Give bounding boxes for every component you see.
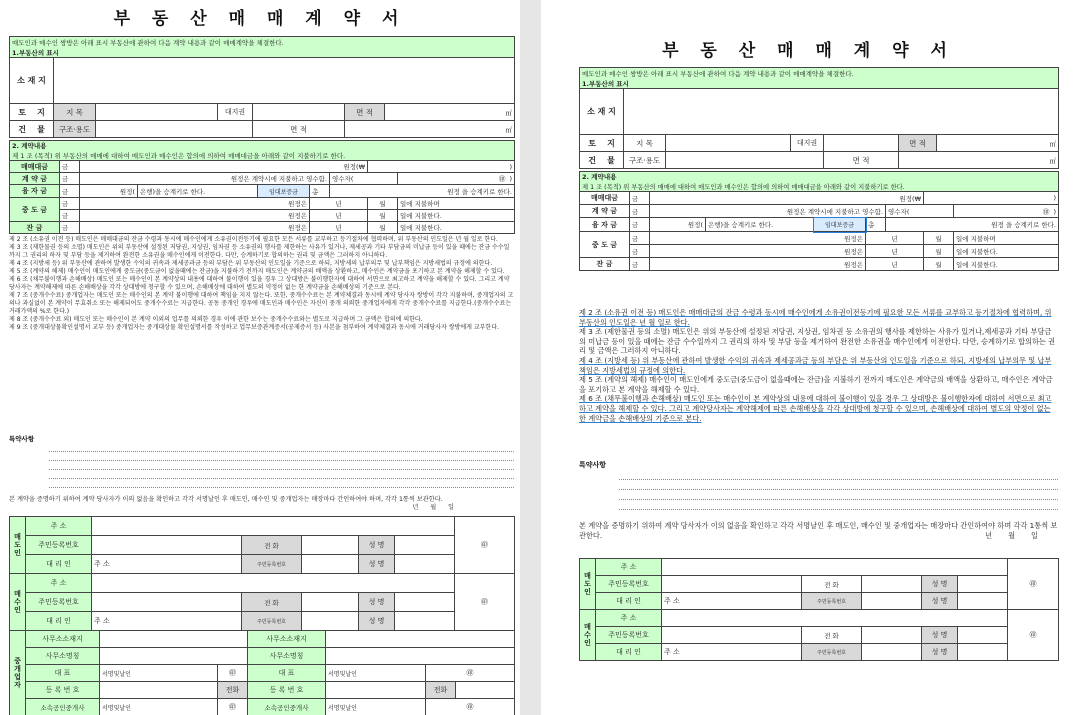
phone-label-2: 전화 xyxy=(426,682,456,699)
seller-phone-label: 전 화 xyxy=(242,536,302,555)
special-line[interactable] xyxy=(49,479,514,488)
won-prefix: 금 xyxy=(630,192,650,205)
seller-agent-label-2: 대 리 인 xyxy=(596,593,662,610)
seller-label: 매 도 인 xyxy=(10,517,26,574)
phone-field-2[interactable] xyxy=(456,682,515,699)
won-prefix: 금 xyxy=(60,173,80,185)
article-6: 제 6 조 (채무불이행과 손해배상) 매도인 또는 매수인이 본 계약상의 내용에 대하여 불이행이 있을 경우 그 상대방은 불이행한자에 대하여 서면으로 최고하고 계약을 해제할 수 있다. 그리고 계약당사자는 계약해제에 따른 손해배상을 각각 상대방에 청구할 수 있으며, 손해배상에 대하여 별도의 약정이 없는 한 계약금을 손해배상의 기준으로 본다. xyxy=(9,276,510,291)
interim-2-field[interactable]: 원정은 xyxy=(80,210,310,222)
reg-no-label: 등 록 번 호 xyxy=(26,682,100,699)
loan-bank-field[interactable]: 은행)을 승계키로 한다. xyxy=(138,185,258,198)
phone-label: 전화 xyxy=(218,682,248,699)
buyer-seal[interactable]: ㊞ xyxy=(455,574,515,631)
seller-address-label-2: 주 소 xyxy=(596,559,662,576)
won-prefix: 금 xyxy=(630,205,650,218)
seller-name-label: 성 명 xyxy=(359,536,395,555)
seller-agent-name-field-2[interactable] xyxy=(958,593,1008,610)
won-prefix: 금 xyxy=(60,210,80,222)
agent-seal-2[interactable]: ㊞ xyxy=(426,699,515,715)
month-label: 월 xyxy=(924,245,954,258)
broker-label: 중 개 업 자 xyxy=(10,631,26,715)
buyer-name-field-2[interactable] xyxy=(958,627,1008,644)
building-label: 건 물 xyxy=(10,121,54,138)
buyer-name-field[interactable] xyxy=(395,593,455,612)
seller-agent-address-2[interactable]: 주 소 xyxy=(662,593,802,610)
article-7: 제 7 조 (중개수수료) 중개업자는 매도인 또는 매수인의 본 계약 불이행에 대하여 책임을 지지 않는다. 또한, 중개수수료는 본 계약체결과 동시에 계약 당사자 쌍방이 각각 지불하며, 중개업자의 고의나 과실없이 본 계약이 무효취소 또는 해제되어도 중개수수료는 지급한다. 공동 중개인 경우에 매도인과 매수인은 자신이 중개 의뢰한 중개업자에게 각각 중개수수료를 지급한다.(중개수수료는 거래가액의 %로 한다.) xyxy=(9,292,514,315)
buyer-address-field-2[interactable] xyxy=(662,610,1008,627)
month-label: 월 xyxy=(368,210,398,222)
lease-deposit-field-2[interactable]: 원정 을 승계키로 한다. xyxy=(886,218,1059,232)
party-table-1 xyxy=(9,516,514,715)
special-line[interactable] xyxy=(49,452,514,461)
reg-no-field-2[interactable] xyxy=(326,682,426,699)
sale-price-field-2[interactable]: 원정(₩ xyxy=(650,192,924,205)
buyer-phone-label: 전 화 xyxy=(242,593,302,612)
sale-price-label: 매매대금 xyxy=(10,161,60,173)
seller-id-field-2[interactable] xyxy=(662,576,802,593)
special-line[interactable] xyxy=(619,490,1058,500)
office-address-field-2[interactable] xyxy=(326,631,515,648)
buyer-agent-label-2: 대 리 인 xyxy=(596,644,662,661)
buyer-phone-field-2[interactable] xyxy=(862,627,922,644)
total-label: 총 xyxy=(866,218,886,232)
article-8: 제 8 조 (중개수수료 외) 매도인 또는 매수인이 본 계약 이외의 업무를 의뢰한 경우 이에 관한 보수는 중개수수료와는 별도로 지급하며 그 금액은 합의에 의한다. xyxy=(9,316,423,323)
day-label: 일에 지불한다. xyxy=(954,258,1059,271)
seller-name-field[interactable] xyxy=(395,536,455,555)
building-area-label: 면 적 xyxy=(253,121,345,138)
loan-label-2: 융 자 금 xyxy=(580,218,630,232)
page-title: 부 동 산 매 매 계 약 서 xyxy=(113,9,407,29)
won-prefix: 금 xyxy=(630,258,650,271)
special-line[interactable] xyxy=(619,500,1058,510)
interim-2-field-2[interactable]: 원정은 xyxy=(650,245,866,258)
seller-agent-name-field[interactable] xyxy=(395,555,455,574)
agent-sign-field[interactable]: 서명및날인 xyxy=(100,699,218,715)
land-category-field-2[interactable] xyxy=(666,135,791,152)
month-label: 월 xyxy=(924,258,954,271)
receiver-seal-2[interactable]: ㊞ ) xyxy=(954,205,1059,218)
article-2: 제 2 조 (소유권 이전 등) 매도인은 매매대금의 잔금 수령과 동시에 매수인에게 소유권이전등기에 필요한 모든 서류를 교부하고 등기절차에 협력하며, 위 부동산의 인도일은 년 월 일로 한다. xyxy=(579,308,1052,327)
closing-text: 본 계약을 증명하기 위하여 계약 당사자가 이의 없음을 확인하고 각각 서명날인 후 매도인, 매수인 및 중개업자는 매장마다 간인하여야 하며, 각각 1통씩 보관한다. xyxy=(9,496,443,503)
land-right-label-2: 대지권 xyxy=(791,135,824,152)
sale-price-field[interactable]: 원정(₩ xyxy=(80,161,368,173)
year-label: 년 xyxy=(866,232,924,245)
balance-field-2[interactable]: 원정은 xyxy=(650,258,866,271)
seller-phone-field[interactable] xyxy=(302,536,359,555)
closing-statement xyxy=(9,496,514,511)
won-prefix: 금 xyxy=(60,198,80,210)
buyer-id-field-2[interactable] xyxy=(662,627,802,644)
seller-seal[interactable]: ㊞ xyxy=(455,517,515,574)
agent-sign-field-2[interactable]: 서명및날인 xyxy=(326,699,426,715)
article-4: 제 4 조 (지방세 등) 위 부동산에 관하여 발생한 수익의 귀속과 제세공과금 등의 부담은 위 부동산의 인도일을 기준으로 하되, 지방세의 납부의무 및 납부책임은 지방세법의 규정에 의한다. xyxy=(9,260,493,267)
location-field-2[interactable] xyxy=(624,89,1059,135)
month-label: 월 xyxy=(368,198,398,210)
page-title-2: 부 동 산 매 매 계 약 서 xyxy=(662,41,955,61)
seller-seal-2[interactable]: ㊞ xyxy=(1008,559,1059,610)
month-label: 월 xyxy=(924,232,954,245)
seller-phone-label-2: 전 화 xyxy=(802,576,862,593)
closing-text-2: 본 계약을 증명하기 위하여 계약 당사자가 이의 없음을 확인하고 각각 서명날인 후 매도인, 매수인 및 중개업자는 매장마다 간인하여야 하며 각각 1통씩 보관한다. xyxy=(579,521,1058,540)
year-label: 년 xyxy=(310,210,368,222)
seller-address-field[interactable] xyxy=(92,517,455,536)
structure-label-2: 구조·용도 xyxy=(624,152,666,169)
balance-field[interactable]: 원정은 xyxy=(80,222,310,234)
land-label-2: 토 지 xyxy=(580,135,624,152)
interim-label-2: 중 도 금 xyxy=(580,232,630,258)
seller-address-field-2[interactable] xyxy=(662,559,1008,576)
buyer-agent-name-label: 성 명 xyxy=(359,612,395,631)
office-address-field[interactable] xyxy=(100,631,248,648)
land-area-field[interactable]: ㎡ xyxy=(385,104,515,121)
land-area-label-2: 면 적 xyxy=(899,135,937,152)
land-area-label: 면 적 xyxy=(345,104,385,121)
special-terms xyxy=(9,434,514,488)
buyer-agent-address-2[interactable]: 주 소 xyxy=(662,644,802,661)
location-label: 소 재 지 xyxy=(10,58,54,104)
article-1-text-2: 제 1 조 (목적) 위 부동산의 매매에 대하여 매도인과 매수인은 합의에 의하여 매매대금을 아래와 같이 지불하기로 한다. xyxy=(580,182,1059,192)
party-table-2 xyxy=(579,558,1058,661)
buyer-agent-label: 대 리 인 xyxy=(26,612,92,631)
section-1-label-2: 1.부동산의 표시 xyxy=(580,79,1059,89)
deposit-label-2: 계 약 금 xyxy=(580,205,630,218)
rep-seal-2[interactable]: ㊞ xyxy=(426,665,515,682)
month-label: 월 xyxy=(368,222,398,234)
structure-field[interactable] xyxy=(96,121,253,138)
buyer-phone-field[interactable] xyxy=(302,593,359,612)
seller-agent-id-label: 주민등록번호 xyxy=(242,555,302,574)
buyer-id-label-2: 주민등록번호 xyxy=(596,627,662,644)
article-4: 제 4 조 (지방세 등) 위 부동산에 관하여 발생한 수익의 귀속과 제세공과금 등의 부담은 위 부동산의 인도일을 기준으로 하되, 지방세의 납부의무 및 납부책임은 지방세법의 규정에 의한다. xyxy=(579,355,1052,375)
seller-label-2: 매 도 인 xyxy=(580,559,596,610)
special-terms-label-2: 특약사항 xyxy=(579,461,607,469)
office-name-label: 사무소명칭 xyxy=(26,648,100,665)
receiver-label-2: 영수자( xyxy=(886,205,954,218)
article-6: 제 6 조 (채무불이행과 손해배상) 매도인 또는 매수인이 본 계약상의 내용에 대하여 불이행이 있을 경우 그 상대방은 불이행한자에 대하여 서면으로 최고하고 계약을 해제할 수 있다. 그리고 계약당사자는 계약해제에 따른 손해배상을 각각 상대방에 청구할 수 있으며, 손해배상에 대하여 별도의 약정이 없는 한 계약금을 손해배상의 기준으로 본다. xyxy=(579,394,1052,423)
day-label: 일에 지불한다. xyxy=(954,245,1059,258)
article-1-text: 제 1 조 (목적) 위 부동산의 매매에 대하여 매도인과 매수인은 합의에 의하여 매매대금을 아래와 같이 지불하기로 한다. xyxy=(10,151,515,161)
special-line[interactable] xyxy=(49,443,514,452)
buyer-phone-label-2: 전 화 xyxy=(802,627,862,644)
interim-label: 중 도 금 xyxy=(10,198,60,222)
intro-text: 매도인과 매수인 쌍방은 아래 표시 부동산에 관하여 다음 계약 내용과 같이 매매계약을 체결한다. xyxy=(10,37,515,48)
rep-sign-field-2[interactable]: 서명및날인 xyxy=(326,665,426,682)
special-terms-2 xyxy=(579,460,1058,510)
special-line[interactable] xyxy=(619,480,1058,490)
buyer-label: 매 수 인 xyxy=(10,574,26,631)
buyer-agent-address[interactable]: 주 소 xyxy=(92,612,242,631)
buyer-label-2: 매 수 인 xyxy=(580,610,596,661)
building-area-label-2: 면 적 xyxy=(824,152,899,169)
buyer-id-field[interactable] xyxy=(92,593,242,612)
land-category-label: 지 목 xyxy=(54,104,96,121)
won-prefix: 금 xyxy=(60,185,80,198)
year-label: 년 xyxy=(310,198,368,210)
closing-statement-2 xyxy=(579,521,1058,540)
balance-label: 잔 금 xyxy=(10,222,60,234)
seller-agent-label: 대 리 인 xyxy=(26,555,92,574)
deposit-field[interactable]: 원정은 계약시에 지불하고 영수함. xyxy=(80,173,330,185)
year-label: 년 xyxy=(866,258,924,271)
document-page-2 xyxy=(541,0,1076,715)
office-name-field[interactable] xyxy=(100,648,248,665)
intro-text-2: 매도인과 매수인 쌍방은 아래 표시 부동산에 관하여 다음 계약 내용과 같이 매매계약을 체결한다. xyxy=(580,68,1059,79)
office-name-field-2[interactable] xyxy=(326,648,515,665)
day-label: 일에 지불하며 xyxy=(398,198,515,210)
article-3: 제 3 조 (제한물권 등의 소멸) 매도인은 위의 부동산에 설정된 저당권, 지상권, 임차권 등 소유권의 행사를 제한하는 사유가 있거나, 제세공과 기타 부담금의 미납금 등이 있을 때에는 잔금 수수일까지 그 권리의 하자 및 부담 등을 제거하여 완전한 소유권을 매수인에게 이전한다. 다만, 승계하기로 합의하는 권리 및 금액은 그러하지 아니하다. xyxy=(9,244,510,259)
seller-agent-id-label-2: 주민등록번호 xyxy=(802,593,862,610)
rep-label-2: 대 표 xyxy=(248,665,326,682)
seller-id-label: 주민등록번호 xyxy=(26,536,92,555)
deposit-field-2[interactable]: 원정은 계약시에 지불하고 영수함. xyxy=(650,205,886,218)
seller-name-label-2: 성 명 xyxy=(922,576,958,593)
contract-date[interactable]: 년 월 일 xyxy=(412,504,454,511)
buyer-address-label: 주 소 xyxy=(26,574,92,593)
location-field[interactable] xyxy=(54,58,515,104)
special-line[interactable] xyxy=(49,461,514,470)
seller-agent-address[interactable]: 주 소 xyxy=(92,555,242,574)
article-5: 제 5 조 (계약의 해제) 매수인이 매도인에게 중도금(중도금이 없을때에는 잔금)을 지불하기 전까지 매도인은 계약금의 배액을 상환하고, 매수인은 계약금을 포기하고 본 계약을 해제할 수 있다. xyxy=(579,375,1053,394)
won-prefix: 금 xyxy=(630,232,650,245)
land-label: 토 지 xyxy=(10,104,54,121)
seller-agent-name-label: 성 명 xyxy=(359,555,395,574)
special-terms-label: 특약사항 xyxy=(9,435,35,443)
location-label-2: 소 재 지 xyxy=(580,89,624,135)
buyer-id-label: 주민등록번호 xyxy=(26,593,92,612)
seller-id-label-2: 주민등록번호 xyxy=(596,576,662,593)
agent-label: 소속공인중개사 xyxy=(26,699,100,715)
section-1-label: 1.부동산의 표시 xyxy=(10,48,515,58)
lease-deposit-field[interactable]: 원정 을 승계키로 한다. xyxy=(330,185,515,198)
day-label: 일에 지불하며 xyxy=(954,232,1059,245)
reg-no-label-2: 등 록 번 호 xyxy=(248,682,326,699)
buyer-agent-name-field-2[interactable] xyxy=(958,644,1008,661)
section-2-label-2: 2. 계약내용 xyxy=(580,172,1059,182)
buyer-agent-id-field-2[interactable] xyxy=(862,644,922,661)
land-category-field[interactable] xyxy=(96,104,218,121)
loan-amount-field[interactable]: 원정( xyxy=(80,185,138,198)
balance-label-2: 잔 금 xyxy=(580,258,630,271)
article-9: 제 9 조 (중개대상물확인설명서 교부 등) 중개업자는 중개대상물 확인설명서를 작성하고 업무보증관계증서(공제증서 등) 사본을 첨부하여 계약체결과 동시에 거래당사자 쌍방에게 교부한다. xyxy=(9,324,499,331)
total-label: 총 xyxy=(310,185,330,198)
document-page-1 xyxy=(0,0,520,715)
seller-id-field[interactable] xyxy=(92,536,242,555)
office-address-label-2: 사무소소재지 xyxy=(248,631,326,648)
won-prefix: 금 xyxy=(630,245,650,258)
interim-1-field[interactable]: 원정은 xyxy=(80,198,310,210)
agent-seal[interactable]: ㊞ xyxy=(218,699,248,715)
lease-deposit-label-2: 임대보증금 xyxy=(814,218,866,232)
structure-field-2[interactable] xyxy=(666,152,824,169)
day-label: 일에 지불한다. xyxy=(398,210,515,222)
article-5: 제 5 조 (계약의 해제) 매수인이 매도인에게 중도금(중도금이 없을때에는 잔금)을 지불하기 전까지 매도인은 계약금의 배액을 상환하고, 매수인은 계약금을 포기하고 본 계약을 해제할 수 있다. xyxy=(9,268,505,275)
seller-name-field-2[interactable] xyxy=(958,576,1008,593)
won-prefix: 금 xyxy=(60,161,80,173)
property-section-2 xyxy=(579,67,1058,271)
reg-no-field[interactable] xyxy=(100,682,218,699)
articles-page-2 xyxy=(579,308,1058,423)
article-2: 제 2 조 (소유권 이전 등) 매도인은 매매대금의 잔금 수령과 동시에 매수인에게 소유권이전등기에 필요한 모든 서류를 교부하고 등기절차에 협력하며, 위 부동산의 인도일은 년 월 일로 한다. xyxy=(9,236,498,243)
special-line[interactable] xyxy=(619,470,1058,480)
loan-label: 융 자 금 xyxy=(10,185,60,198)
receiver-seal[interactable]: ㊞ ) xyxy=(398,173,515,185)
building-area-field-2[interactable]: ㎡ xyxy=(899,152,1059,169)
seller-agent-id-field-2[interactable] xyxy=(862,593,922,610)
year-label: 년 xyxy=(310,222,368,234)
interim-1-field-2[interactable]: 원정은 xyxy=(650,232,866,245)
land-right-field[interactable] xyxy=(253,104,345,121)
buyer-seal-2[interactable]: ㊞ xyxy=(1008,610,1059,661)
paren: ) xyxy=(368,161,515,173)
contract-date-2[interactable]: 년 월 일 xyxy=(985,531,1038,540)
buyer-agent-id-label-2: 주민등록번호 xyxy=(802,644,862,661)
section-2-label: 2. 계약내용 xyxy=(10,141,515,151)
rep-sign-field[interactable]: 서명및날인 xyxy=(100,665,218,682)
paren: ) xyxy=(924,192,1059,205)
day-label: 일에 지불한다. xyxy=(398,222,515,234)
property-section xyxy=(9,36,514,234)
seller-phone-field-2[interactable] xyxy=(862,576,922,593)
seller-address-label: 주 소 xyxy=(26,517,92,536)
building-area-field[interactable]: ㎡ xyxy=(345,121,515,138)
rep-label: 대 표 xyxy=(26,665,100,682)
buyer-address-field[interactable] xyxy=(92,574,455,593)
buyer-agent-name-label-2: 성 명 xyxy=(922,644,958,661)
lease-deposit-label: 임대보증금 xyxy=(258,185,310,198)
loan-bank-field-2[interactable]: 은행)을 승계키로 한다. xyxy=(706,218,814,232)
land-category-label-2: 지 목 xyxy=(624,135,666,152)
article-3: 제 3 조 (제한물권 등의 소멸) 매도인은 위의 부동산에 설정된 저당권, 지상권, 임차권 등 소유권의 행사를 제한하는 사유가 있거나,제세공과 기타 부담금의 미납금 등이 있을 때에는 잔금 수수일까지 그 권리의 하자 및 부담 등을 제거하여 완전한 소유권을 매수인에게 이전한다. 다만, 승계하기로 합의하는 권리 및 금액은 그러하지 아니하다. xyxy=(579,327,1056,356)
receiver-label: 영수자( xyxy=(330,173,398,185)
office-name-label-2: 사무소명칭 xyxy=(248,648,326,665)
special-line[interactable] xyxy=(49,470,514,479)
deposit-label: 계 약 금 xyxy=(10,173,60,185)
agent-label-2: 소속공인중개사 xyxy=(248,699,326,715)
loan-amount-field-2[interactable]: 원정( xyxy=(650,218,706,232)
buyer-name-label: 성 명 xyxy=(359,593,395,612)
buyer-address-label-2: 주 소 xyxy=(596,610,662,627)
articles-page-1 xyxy=(9,236,514,332)
land-area-field-2[interactable]: ㎡ xyxy=(937,135,1059,152)
seller-agent-id-field[interactable] xyxy=(302,555,359,574)
buyer-agent-name-field[interactable] xyxy=(395,612,455,631)
buyer-agent-id-label: 주민등록번호 xyxy=(242,612,302,631)
land-right-label: 대지권 xyxy=(218,104,253,121)
rep-seal[interactable]: ㊞ xyxy=(218,665,248,682)
won-prefix: 금 xyxy=(60,222,80,234)
won-prefix: 금 xyxy=(630,218,650,232)
land-right-field-2[interactable] xyxy=(824,135,899,152)
year-label: 년 xyxy=(866,245,924,258)
seller-agent-name-label-2: 성 명 xyxy=(922,593,958,610)
office-address-label: 사무소소재지 xyxy=(26,631,100,648)
structure-label: 구조·용도 xyxy=(54,121,96,138)
buyer-name-label-2: 성 명 xyxy=(922,627,958,644)
building-label-2: 건 물 xyxy=(580,152,624,169)
buyer-agent-id-field[interactable] xyxy=(302,612,359,631)
sale-price-label-2: 매매대금 xyxy=(580,192,630,205)
